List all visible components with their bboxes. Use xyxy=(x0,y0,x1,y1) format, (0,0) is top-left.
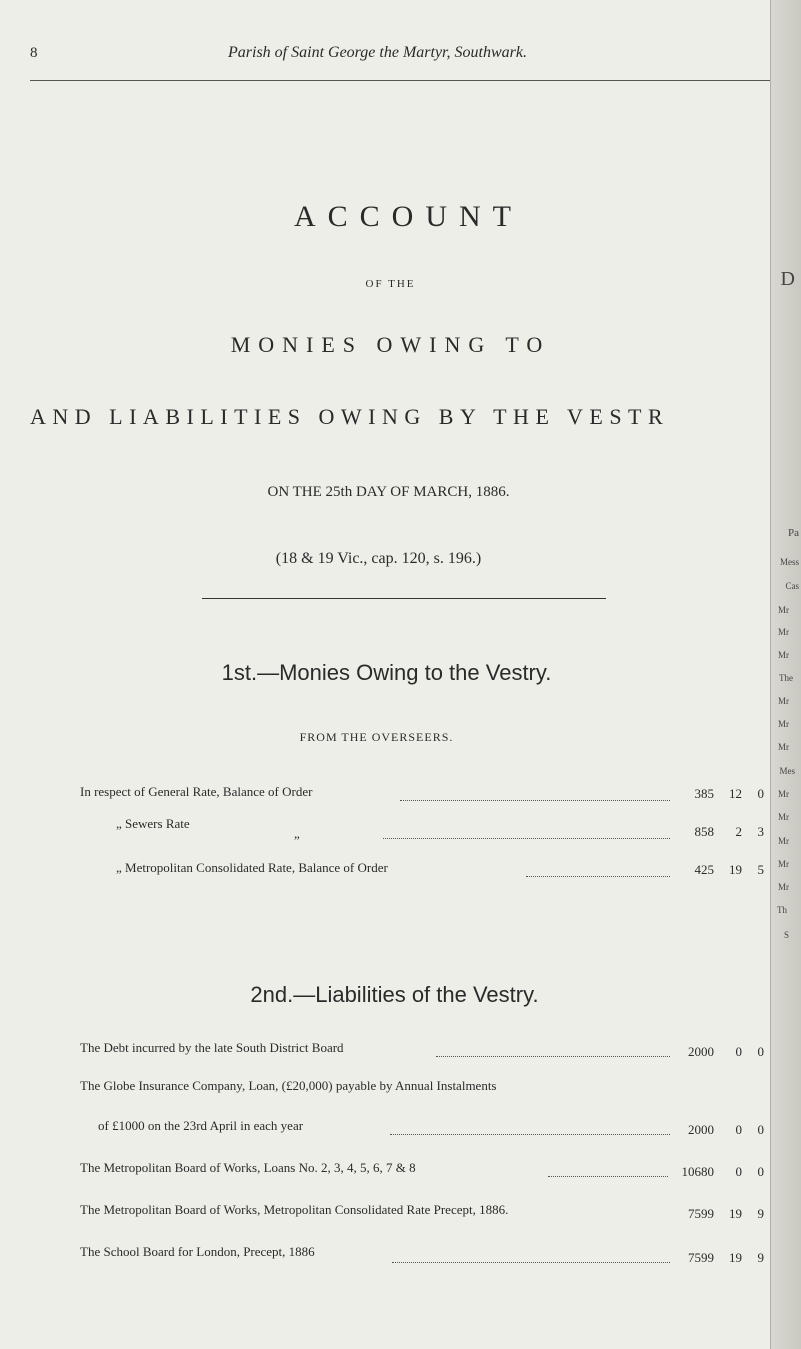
amount-pounds: 858 xyxy=(694,824,714,839)
leader-dots xyxy=(400,800,670,801)
leader-dots xyxy=(392,1262,670,1263)
leader-dots xyxy=(526,876,670,877)
section1-row-label: „ Sewers Rate xyxy=(116,816,190,831)
section2-row-label: The School Board for London, Precept, 1886 xyxy=(80,1244,315,1259)
edge-letter: Mr xyxy=(778,836,789,846)
account-title: ACCOUNT xyxy=(293,200,523,233)
amount-pence: 0 xyxy=(757,1044,764,1059)
of-the-line: OF THE xyxy=(365,278,416,290)
section2-row-label: The Metropolitan Board of Works, Metropolitan Consolidated Rate Precept, 1886. xyxy=(80,1202,509,1217)
section2-row-label: The Globe Insurance Company, Loan, (£20,000) payable by Annual Instalments xyxy=(80,1078,497,1093)
monies-owing-title: MONIES OWING TO xyxy=(230,332,551,357)
leader-dots xyxy=(390,1134,670,1135)
amount-pounds: 2000 xyxy=(688,1044,714,1059)
amount-shillings: 12 xyxy=(729,786,742,801)
amount-pence: 0 xyxy=(757,1122,764,1137)
amount-pence: 9 xyxy=(757,1250,764,1265)
edge-letter: Pa xyxy=(788,527,799,539)
amount-pounds: 10680 xyxy=(681,1164,714,1179)
amount-shillings: 19 xyxy=(729,1250,742,1265)
edge-letter: Mr xyxy=(778,719,789,729)
edge-letter: Th xyxy=(777,905,787,915)
ditto-mark: „ xyxy=(294,826,300,841)
section2-heading: 2nd.—Liabilities of the Vestry. xyxy=(250,982,539,1007)
running-header: Parish of Saint George the Martyr, Southwark. xyxy=(228,44,527,61)
section1-row-label: In respect of General Rate, Balance of Order xyxy=(80,784,313,799)
amount-pence: 0 xyxy=(757,786,764,801)
leader-dots xyxy=(436,1056,670,1057)
date-line: ON THE 25th DAY OF MARCH, 1886. xyxy=(267,484,510,500)
amount-pounds: 7599 xyxy=(688,1250,714,1265)
section1-row-label: „ Metropolitan Consolidated Rate, Balance of Order xyxy=(116,860,388,875)
section2-row-label: The Metropolitan Board of Works, Loans No. 2, 3, 4, 5, 6, 7 & 8 xyxy=(80,1160,416,1175)
edge-letter: Mess xyxy=(779,557,799,567)
edge-letter: D xyxy=(780,268,795,290)
edge-letter: Mr xyxy=(778,742,789,752)
amount-pounds: 7599 xyxy=(688,1206,714,1221)
leader-dots xyxy=(383,838,670,839)
amount-shillings: 19 xyxy=(729,1206,742,1221)
edge-letter: Mr xyxy=(778,650,789,660)
title-divider xyxy=(202,598,606,599)
header-rule xyxy=(30,80,770,81)
section1-heading: 1st.—Monies Owing to the Vestry. xyxy=(221,660,552,685)
edge-letter: Cas xyxy=(785,581,799,591)
liabilities-title: AND LIABILITIES OWING BY THE VESTR xyxy=(30,404,670,429)
amount-pounds: 385 xyxy=(694,786,714,801)
amount-shillings: 0 xyxy=(735,1044,742,1059)
edge-letter: Mr xyxy=(778,859,789,869)
amount-shillings: 0 xyxy=(735,1122,742,1137)
edge-letter: S xyxy=(783,930,789,940)
edge-letter: The xyxy=(779,673,793,683)
amount-pence: 3 xyxy=(757,824,764,839)
edge-letter: Mr xyxy=(778,882,789,892)
edge-letter: Mr xyxy=(778,605,789,615)
leader-dots xyxy=(548,1176,668,1177)
edge-letter: Mr xyxy=(778,789,789,799)
amount-pence: 5 xyxy=(757,862,764,877)
amount-shillings: 2 xyxy=(735,824,742,839)
amount-pounds: 425 xyxy=(694,862,714,877)
edge-letter: Mr xyxy=(778,627,789,637)
section2-row-label: The Debt incurred by the late South District Board xyxy=(80,1040,344,1055)
amount-pounds: 2000 xyxy=(688,1122,714,1137)
edge-letter: Mes xyxy=(779,766,795,776)
section1-subheading: FROM THE OVERSEERS. xyxy=(299,730,454,744)
statute-reference: (18 & 19 Vic., cap. 120, s. 196.) xyxy=(275,550,482,567)
edge-letter: Mr xyxy=(778,812,789,822)
section2-row-label-continued: of £1000 on the 23rd April in each year xyxy=(98,1118,304,1133)
amount-shillings: 0 xyxy=(735,1164,742,1179)
amount-pence: 0 xyxy=(757,1164,764,1179)
amount-pence: 9 xyxy=(757,1206,764,1221)
page-number: 8 xyxy=(30,45,38,61)
edge-letter: Mr xyxy=(778,696,789,706)
amount-shillings: 19 xyxy=(729,862,742,877)
